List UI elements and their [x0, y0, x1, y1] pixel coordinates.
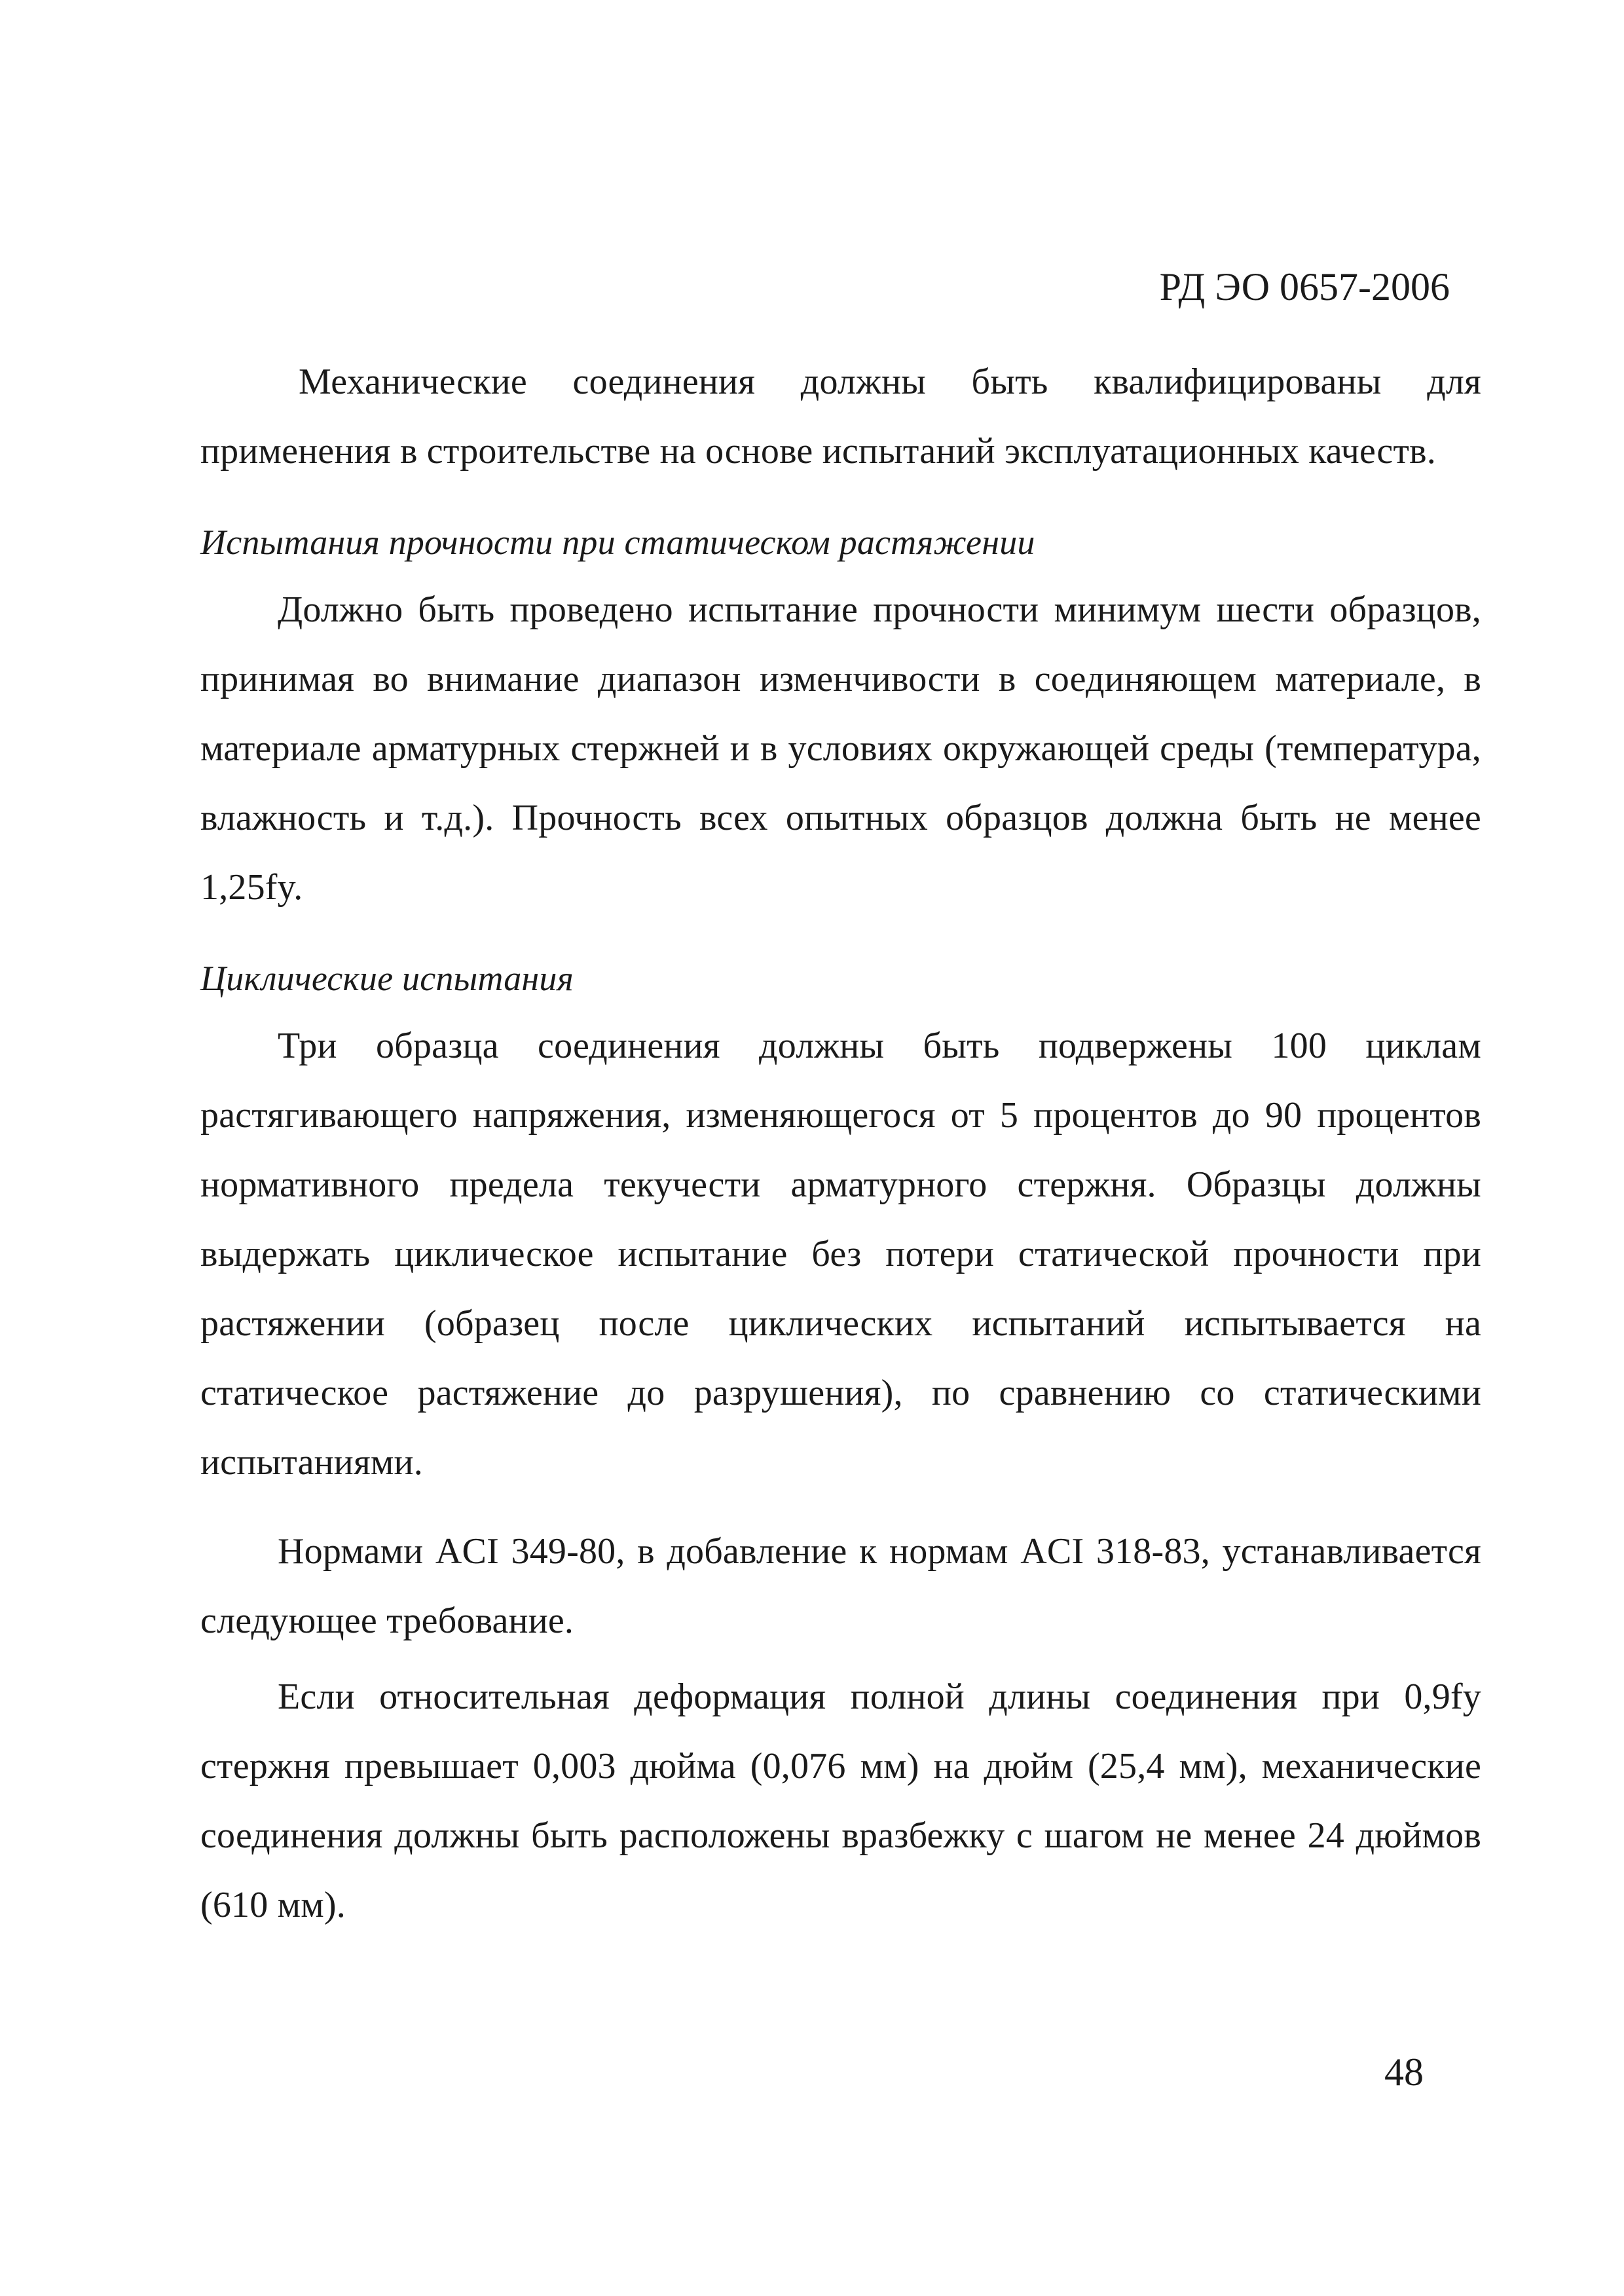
aci-norms-paragraph: Нормами ACI 349-80, в добавление к нормам ACI 318-83, устанавливается следующее требование.: [200, 1531, 1481, 1641]
document-code: РД ЭО 0657-2006: [1159, 265, 1450, 308]
static-tension-paragraph: Должно быть проведено испытание прочности минимум шести образцов, принимая во внимание диапазон изменчивости в соединяющем материале, в материале арматурных стержней и в условиях окружающей среды (температура, влажность и т.д.). Прочность всех опытных образцов должна быть не менее 1,25fy.: [200, 589, 1481, 908]
deformation-paragraph: Если относительная деформация полной длины соединения при 0,9fy стержня превышает 0,003 дюйма (0,076 мм) на дюйм (25,4 мм), механические соединения должны быть расположены вразбежку с шагом не менее 24 дюймов (610 мм).: [200, 1676, 1481, 1925]
intro-paragraph: Механические соединения должны быть квалифицированы для применения в строительстве на основе испытаний эксплуатационных качеств.: [200, 361, 1481, 472]
section-heading-cyclic-tests: Циклические испытания: [200, 959, 574, 998]
section-heading-static-tension: Испытания прочности при статическом растяжении: [200, 523, 1035, 562]
document-body: [200, 347, 1481, 1940]
page-number: 48: [1384, 2050, 1424, 2094]
cyclic-tests-paragraph: Три образца соединения должны быть подвержены 100 циклам растягивающего напряжения, изменяющегося от 5 процентов до 90 процентов нормативного предела текучести арматурного стержня. Образцы должны выдержать циклическое испытание без потери статической прочности при растяжении (образец после циклических испытаний испытывается на статическое растяжение до разрушения), по сравнению со статическими испытаниями.: [200, 1026, 1481, 1483]
